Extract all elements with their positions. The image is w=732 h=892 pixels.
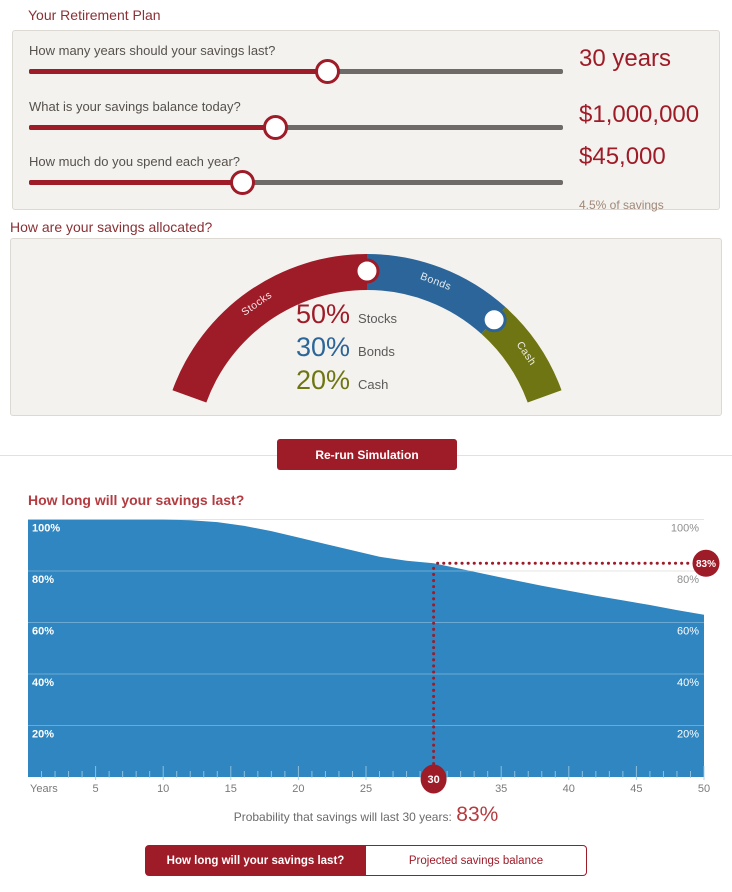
slider-fill bbox=[29, 125, 275, 130]
legend-name: Cash bbox=[358, 377, 389, 392]
slider-value: $45,000 bbox=[579, 143, 666, 170]
slider-track[interactable] bbox=[29, 69, 563, 74]
y-axis-label-right: 60% bbox=[676, 625, 699, 638]
y-axis-label-right: 80% bbox=[676, 574, 699, 586]
slider-question: What is your savings balance today? bbox=[29, 99, 241, 114]
slider-value: $1,000,000 bbox=[579, 101, 700, 128]
year-badge-label: 30 bbox=[427, 774, 440, 786]
gauge-arc-label: Stocks bbox=[239, 288, 275, 319]
gauge-arc-label: Cash bbox=[513, 339, 539, 368]
gauge-handle[interactable] bbox=[356, 260, 378, 282]
slider-question: How much do you spend each year? bbox=[29, 154, 241, 169]
tab-projected-balance[interactable]: Projected savings balance bbox=[366, 845, 587, 876]
x-axis-label: 45 bbox=[630, 783, 643, 795]
slider-track[interactable] bbox=[29, 180, 563, 185]
y-axis-label-left: 100% bbox=[32, 522, 61, 535]
x-axis-label: 25 bbox=[359, 783, 373, 795]
tab-savings-duration[interactable]: How long will your savings last? bbox=[145, 845, 366, 876]
gauge-arc-label: Bonds bbox=[418, 270, 454, 294]
legend-name: Bonds bbox=[358, 344, 395, 359]
rerun-simulation-button[interactable]: Re-run Simulation bbox=[277, 439, 457, 470]
x-axis-label: 5 bbox=[92, 783, 99, 795]
slider-value: 30 years bbox=[579, 45, 672, 72]
x-axis-title: Years bbox=[30, 783, 58, 795]
slider-fill bbox=[29, 180, 242, 185]
slider-question: How many years should your savings last? bbox=[29, 43, 276, 58]
legend-percent: 30% bbox=[296, 332, 351, 362]
slider-track[interactable] bbox=[29, 125, 563, 130]
slider-handle[interactable] bbox=[315, 59, 340, 84]
x-axis-label: 20 bbox=[292, 783, 305, 795]
sliders-panel bbox=[12, 30, 720, 210]
probability-value: 83% bbox=[456, 803, 499, 826]
allocation-legend bbox=[296, 299, 397, 398]
gauge-handle[interactable] bbox=[483, 309, 505, 331]
legend-line bbox=[296, 299, 397, 328]
y-axis-label-right: 40% bbox=[676, 677, 699, 689]
x-axis-label: 50 bbox=[697, 783, 711, 795]
probability-summary bbox=[0, 803, 732, 827]
page-title: Your Retirement Plan bbox=[28, 7, 161, 23]
chart-title: How long will your savings last? bbox=[28, 492, 245, 508]
savings-chart bbox=[0, 510, 732, 810]
x-axis-label: 15 bbox=[224, 783, 237, 795]
view-tabs bbox=[0, 845, 732, 876]
y-axis-label-left: 60% bbox=[32, 625, 55, 638]
legend-line bbox=[296, 365, 397, 394]
x-axis-label: 10 bbox=[157, 783, 170, 795]
allocation-panel bbox=[10, 238, 722, 416]
legend-percent: 50% bbox=[296, 299, 351, 329]
probability-prefix: Probability that savings will last 30 years: bbox=[233, 810, 452, 824]
x-axis-label: 40 bbox=[562, 783, 575, 795]
slider-handle[interactable] bbox=[230, 170, 255, 195]
y-axis-label-right: 100% bbox=[670, 522, 699, 535]
y-axis-label-left: 40% bbox=[32, 677, 55, 689]
y-axis-label-right: 20% bbox=[676, 728, 699, 741]
y-axis-label-left: 20% bbox=[32, 728, 55, 741]
legend-percent: 20% bbox=[296, 365, 351, 395]
legend-line bbox=[296, 332, 397, 361]
allocation-heading: How are your savings allocated? bbox=[10, 219, 213, 235]
value-badge-label: 83% bbox=[695, 558, 717, 570]
x-axis-label: 35 bbox=[495, 783, 508, 795]
legend-name: Stocks bbox=[358, 311, 398, 326]
probability-area bbox=[28, 520, 704, 778]
y-axis-label-left: 80% bbox=[32, 574, 55, 586]
slider-subvalue: 4.5% of savings bbox=[579, 198, 664, 212]
slider-fill bbox=[29, 69, 327, 74]
slider-handle[interactable] bbox=[263, 115, 288, 140]
